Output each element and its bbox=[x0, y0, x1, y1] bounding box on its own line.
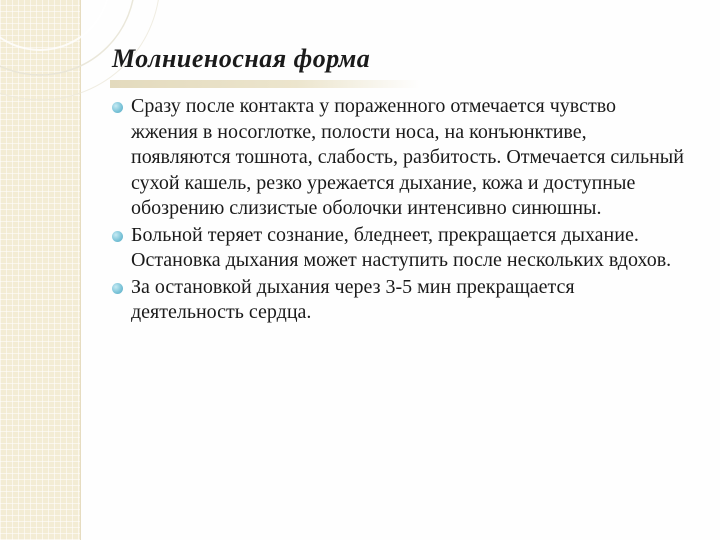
bullet-item bbox=[112, 275, 687, 326]
bullet-item bbox=[112, 223, 687, 274]
title-underline bbox=[110, 80, 420, 88]
bullet-text: Больной теряет сознание, бледнеет, прекращается дыхание. Остановка дыхания может наступить после нескольких вдохов. bbox=[131, 223, 672, 271]
bullet-icon bbox=[112, 231, 123, 242]
bullet-icon bbox=[112, 283, 123, 294]
slide-title: Молниеносная форма bbox=[112, 44, 371, 73]
bullet-item bbox=[112, 94, 687, 222]
bullet-text: Сразу после контакта у пораженного отмечается чувство жжения в носоглотке, полости носа, на конъюнктиве, появляются тошнота, слабость, разбитость. Отмечается сильный сухой кашель, резко урежается дыхание, кожа и доступные обозрению слизистые оболочки интенсивно синюшны. bbox=[131, 95, 684, 219]
bullet-list bbox=[112, 94, 687, 326]
bullet-icon bbox=[112, 102, 123, 113]
bullet-text: За остановкой дыхания через 3-5 мин прекращается деятельность сердца. bbox=[131, 275, 575, 323]
